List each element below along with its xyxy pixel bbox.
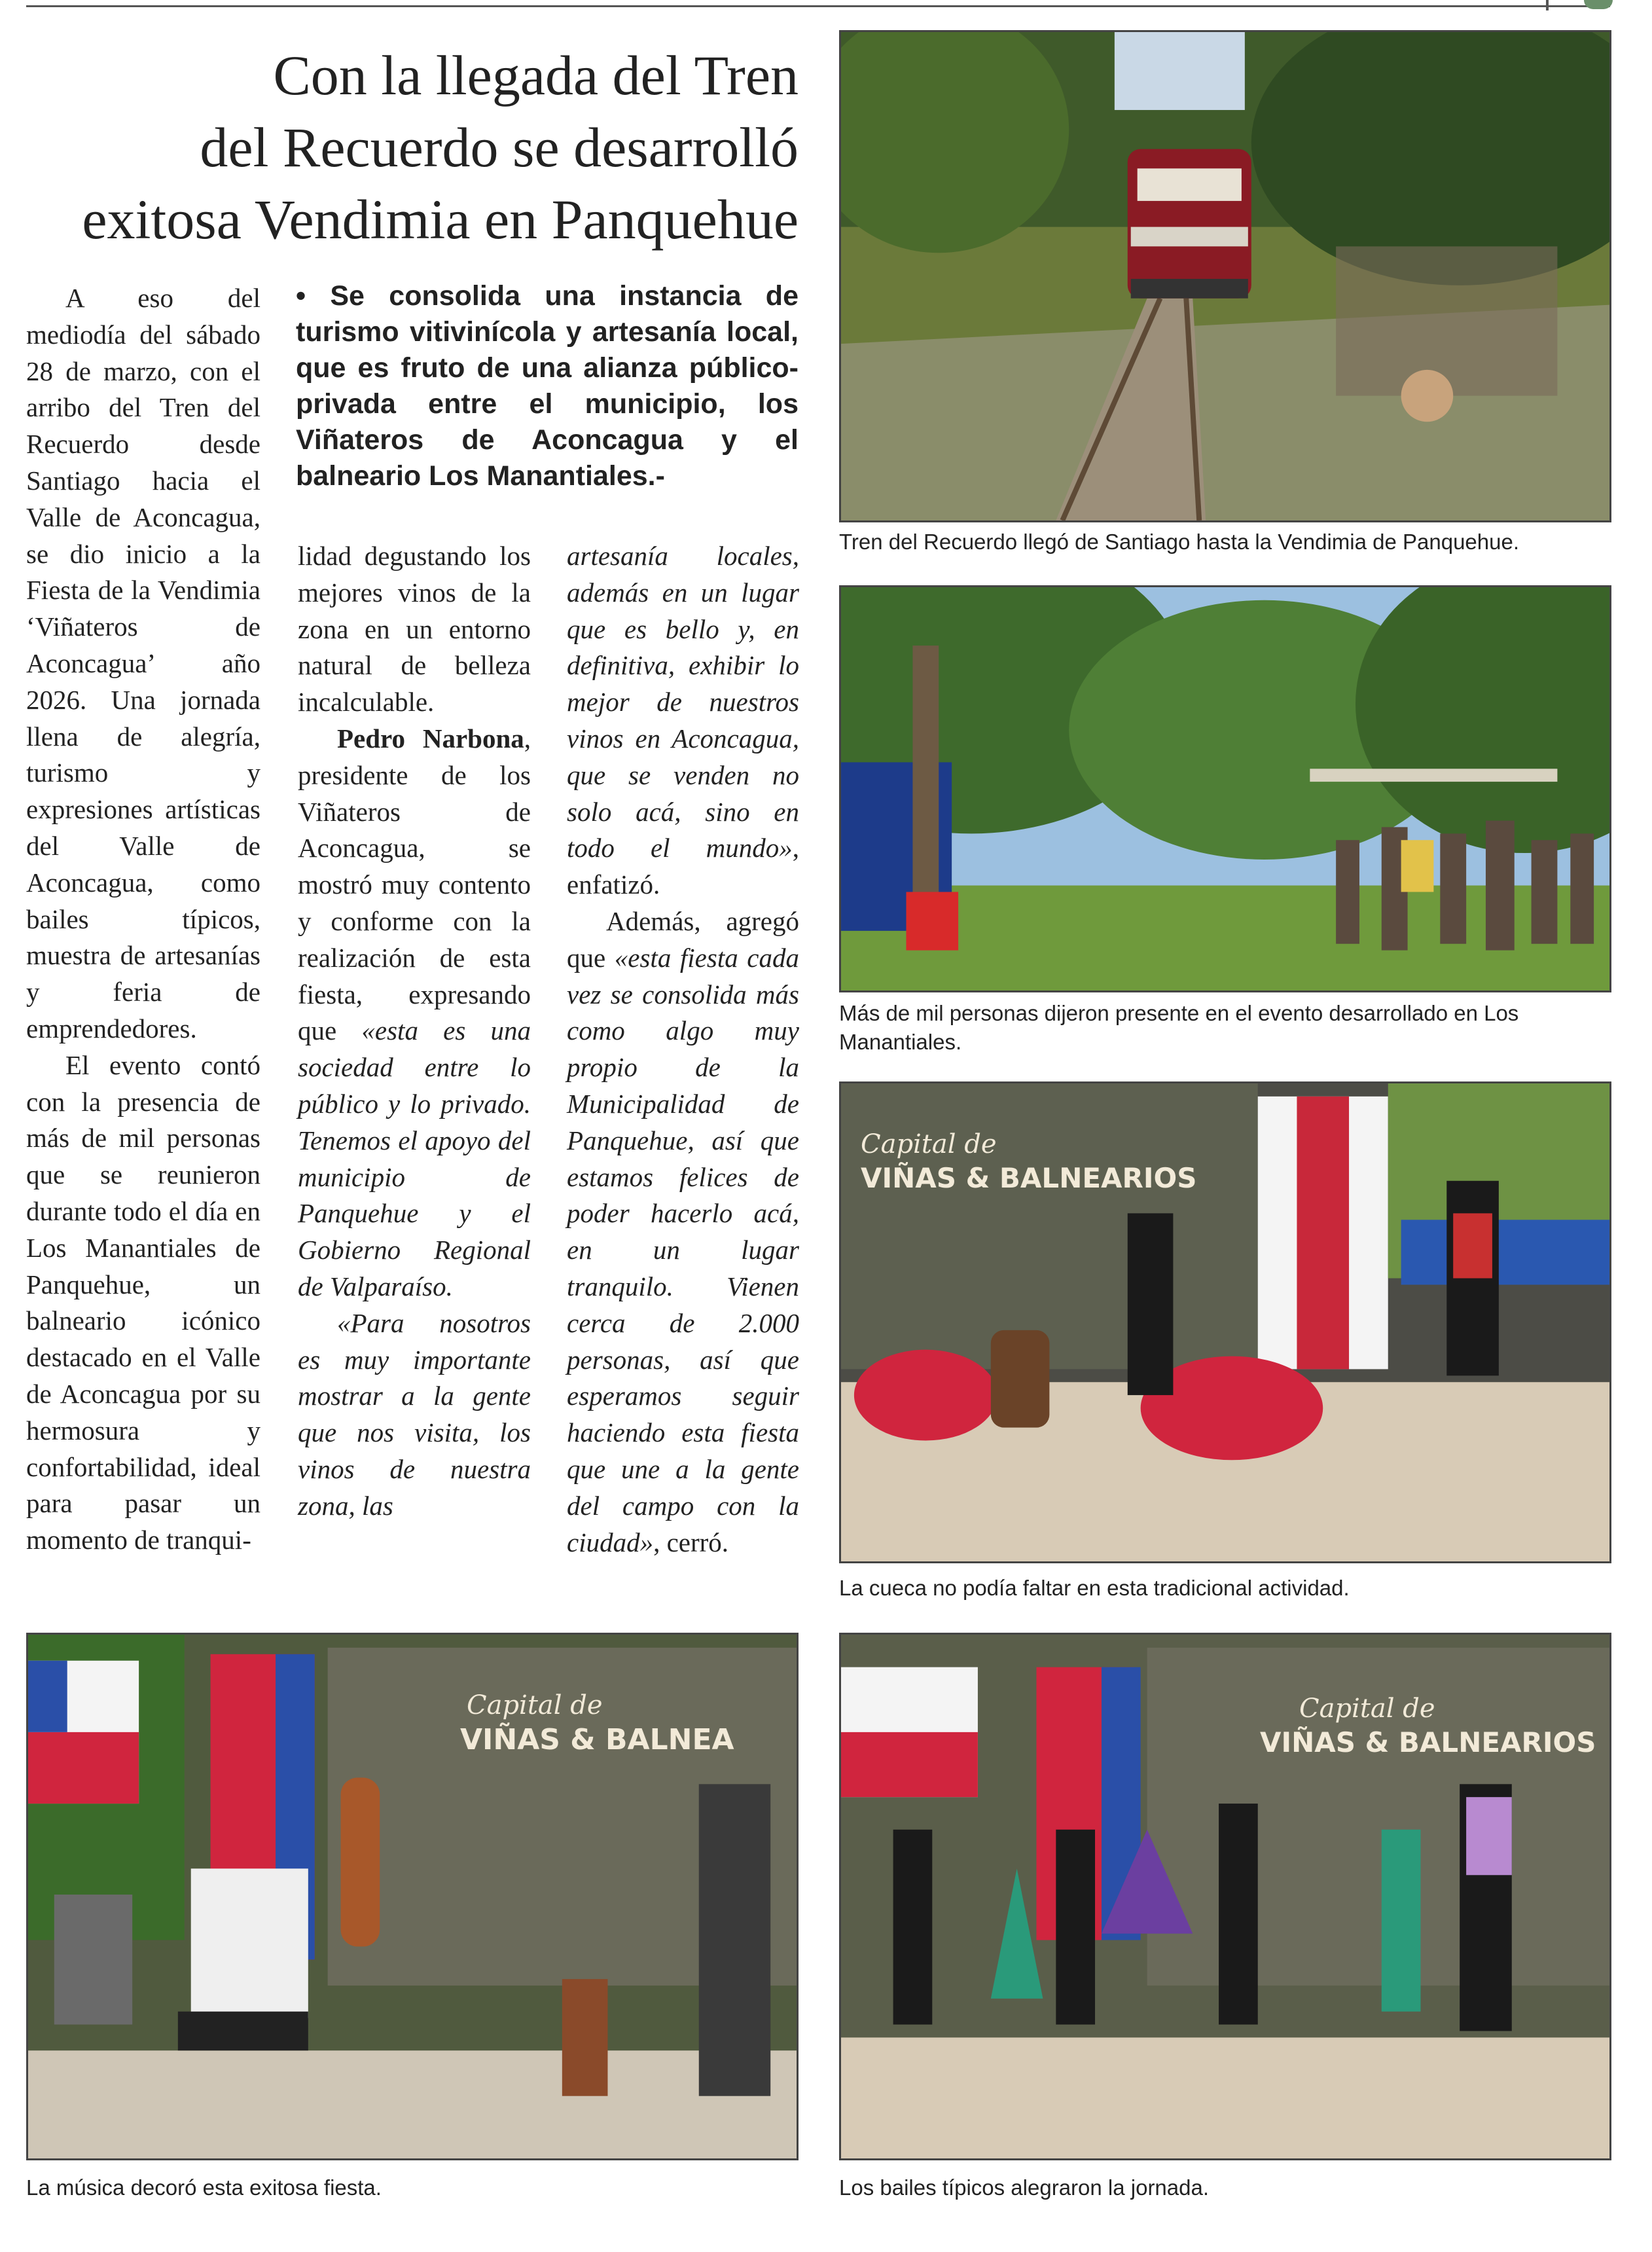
headline-line: exitosa Vendimia en Panquehue: [82, 188, 799, 251]
dance-image: [841, 1635, 1609, 2158]
banner-text: VIÑAS & BALNEARIOS: [1260, 1726, 1596, 1758]
caption-cueca: La cueca no podía faltar en esta tradicional actividad.: [839, 1576, 1350, 1600]
paragraph: El evento contó con la presencia de más de mil personas que se reunieron durante todo el día en Los Manantiales de Panquehue, un balneario icónico destacado en el Valle de Aconcagua por su hermosura y confortabilidad, ideal para pasar un momento de tranqui-: [26, 1049, 260, 1555]
photo-cueca: [839, 1081, 1611, 1563]
article-column-3: [567, 538, 799, 1561]
quote: «esta es una sociedad entre lo público y lo privado. Tenemos el apoyo del municipio de Panquehue y el Gobierno Regional de Valparaíso.: [298, 1015, 531, 1301]
banner-script-text: Capital de: [467, 1690, 603, 1720]
caption-dance: Los bailes típicos alegraron la jornada.: [839, 2175, 1210, 2200]
headline: [26, 39, 799, 255]
crowd-image: [841, 587, 1609, 990]
photo-train: [839, 30, 1611, 522]
banner-script-text: Capital de: [1299, 1694, 1435, 1724]
quote-paragraph: «Para nosotros es muy importante mostrar a la gente que nos visita, los vinos de nuestra zona, las: [298, 1307, 531, 1521]
banner-script-text: Capital de: [861, 1129, 997, 1159]
top-rule-mark: [1546, 0, 1549, 10]
paragraph: [298, 721, 531, 1305]
article-deck: • Se consolida una instancia de turismo vitivinícola y artesanía local, que es fruto de una alianza público-privada entre el municipio, los Viñateros de Aconcagua y el balneario Los Manantiales.-: [296, 280, 799, 492]
banner-text: VIÑAS & BALNEARIOS: [861, 1162, 1197, 1194]
paragraph: [567, 903, 799, 1561]
headline-line: Con la llegada del Tren: [273, 44, 799, 107]
paragraph: lidad degustando los mejores vinos de la zona en un entorno natural de belleza incalculable.: [298, 541, 531, 717]
article-column-1: [26, 280, 260, 1559]
page-corner-tab: [1584, 0, 1613, 9]
paragraph: [567, 538, 799, 903]
quote: «esta fiesta cada vez se consolida más como algo muy propio de la Municipalidad de Panquehue, así que estamos felices de poder hacerlo acá, en un lugar tranquilo. Vienen cerca de 2.000 personas, así que esperamos seguir haciendo esta fiesta que une a la gente del campo con la ciudad»: [567, 942, 799, 1557]
train-image: [841, 32, 1609, 520]
headline-line: del Recuerdo se desarrolló: [200, 116, 799, 179]
caption-music: La música decoró esta exitosa fiesta.: [26, 2175, 382, 2200]
article-column-2: [298, 538, 531, 1525]
caption-train: Tren del Recuerdo llegó de Santiago hasta la Vendimia de Panquehue.: [839, 530, 1520, 554]
top-rule: [26, 5, 1610, 7]
paragraph-text: , enfatizó.: [567, 833, 799, 900]
speaker-name: Pedro Narbona: [337, 723, 524, 754]
music-image: [28, 1635, 797, 2158]
paragraph-text: , presidente de los Viñateros de Aconcagua, se mostró muy contento y conforme con la realización de esta fiesta, expresando que: [298, 723, 531, 1046]
photo-crowd: [839, 585, 1611, 992]
photo-dance: [839, 1633, 1611, 2160]
quote: artesanía locales, además en un lugar que es bello y, en definitiva, exhibir lo mejor de nuestros vinos en Aconcagua, que se venden no solo acá, sino en todo el mundo»: [567, 541, 799, 863]
paragraph: A eso del mediodía del sábado 28 de marzo, con el arribo del Tren del Recuerdo desde Santiago hacia el Valle de Aconcagua, se dio inicio a la Fiesta de la Vendimia ‘Viñateros de Aconcagua’ año 2026. Una jornada llena de alegría, turismo y expresiones artísticas del Valle de Aconcagua, como bailes típicos, muestra de artesanías y feria de emprendedores.: [26, 283, 260, 1044]
caption-crowd: Más de mil personas dijeron presente en el evento desarrollado en Los Manantiales.: [839, 1001, 1519, 1054]
paragraph-text: , cerró.: [653, 1527, 729, 1557]
paragraph-text: Además, agregó que: [567, 905, 799, 973]
photo-music: [26, 1633, 799, 2160]
banner-text: VIÑAS & BALNEA: [460, 1723, 734, 1756]
